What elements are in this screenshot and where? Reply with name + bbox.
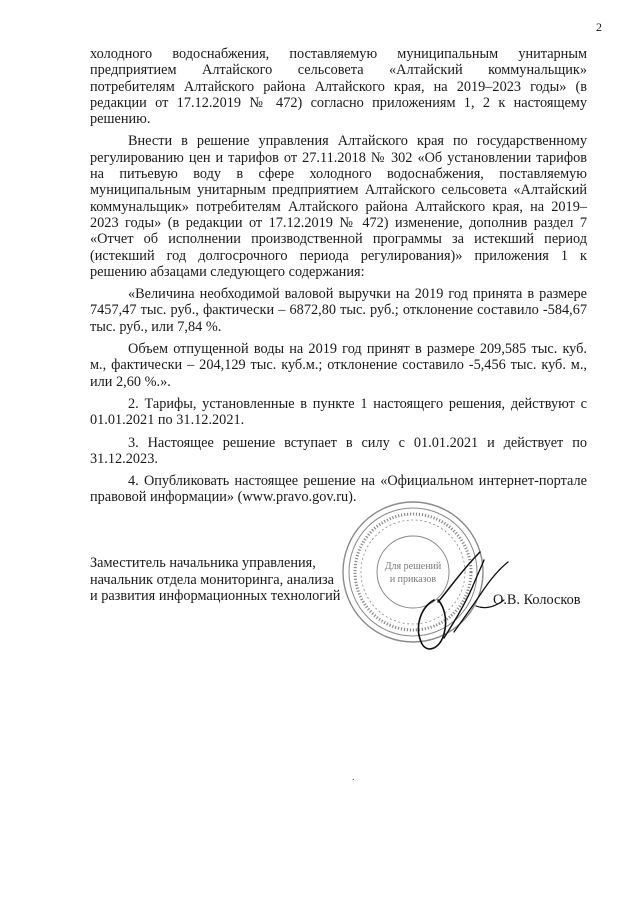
stamp-text-line-1: Для решений bbox=[384, 561, 442, 572]
document-body bbox=[90, 46, 587, 512]
position-line-2: начальник отдела мониторинга, анализа bbox=[90, 571, 335, 588]
paragraph-continuation: холодного водоснабжения, поставляемую муниципальным унитарным предприятием Алтайского сельсовета «Алтайский коммунальщик» потребителям Алтайского района Алтайского края, на 2019–2023 годы» (в редакции от 17.12.2019 № 472) согласно приложениям 1, 2 к настоящему решению. bbox=[90, 46, 587, 128]
paragraph-item-2: 2. Тарифы, установленные в пункте 1 настоящего решения, действуют с 01.01.2021 по 31.12.2021. bbox=[90, 395, 587, 429]
position-line-1: Заместитель начальника управления, bbox=[90, 555, 316, 571]
paragraph-revenue: «Величина необходимой валовой выручки на 2019 год принята в размере 7457,47 тыс. руб., фактически – 6872,80 тыс. руб.; отклонение составило -584,67 тыс. руб., или 7,84 %. bbox=[90, 286, 587, 335]
position-line-3: и развития информационных технологий bbox=[90, 588, 341, 604]
page-number: 2 bbox=[596, 20, 602, 34]
paragraph-water-volume: Объем отпущенной воды на 2019 год принят в размере 209,585 тыс. куб. м., фактически – 204,129 тыс. куб.м.; отклонение составило -5,456 тыс. куб. м., или 2,60 %.». bbox=[90, 341, 587, 390]
signer-name: О.В. Колосков bbox=[493, 592, 581, 608]
stamp-text-line-2: и приказов bbox=[389, 574, 437, 585]
footer-mark: . bbox=[352, 772, 355, 783]
signatory-position bbox=[90, 555, 340, 605]
paragraph-item-4: 4. Опубликовать настоящее решение на «Официальном интернет-портале правовой информации» (www.pravo.gov.ru). bbox=[90, 473, 587, 506]
paragraph-amendment: Внести в решение управления Алтайского края по государственному регулированию цен и тарифов от 27.11.2018 № 302 «Об установлении тарифов на питьевую воду в сфере холодного водоснабжения, поставляемую муниципальным унитарным предприятием Алтайского сельсовета «Алтайский коммунальщик» потребителям Алтайского района Алтайского края, на 2019–2023 годы» (в редакции от 17.12.2019 № 472) изменение, дополнив раздел 7 «Отчет об исполнении производственной программы за истекший период (истекший год долгосрочного периода регулирования)» приложения 1 к решению абзацами следующего содержания: bbox=[90, 133, 587, 280]
paragraph-item-3: 3. Настоящее решение вступает в силу с 01.01.2021 и действует по 31.12.2023. bbox=[90, 434, 587, 467]
